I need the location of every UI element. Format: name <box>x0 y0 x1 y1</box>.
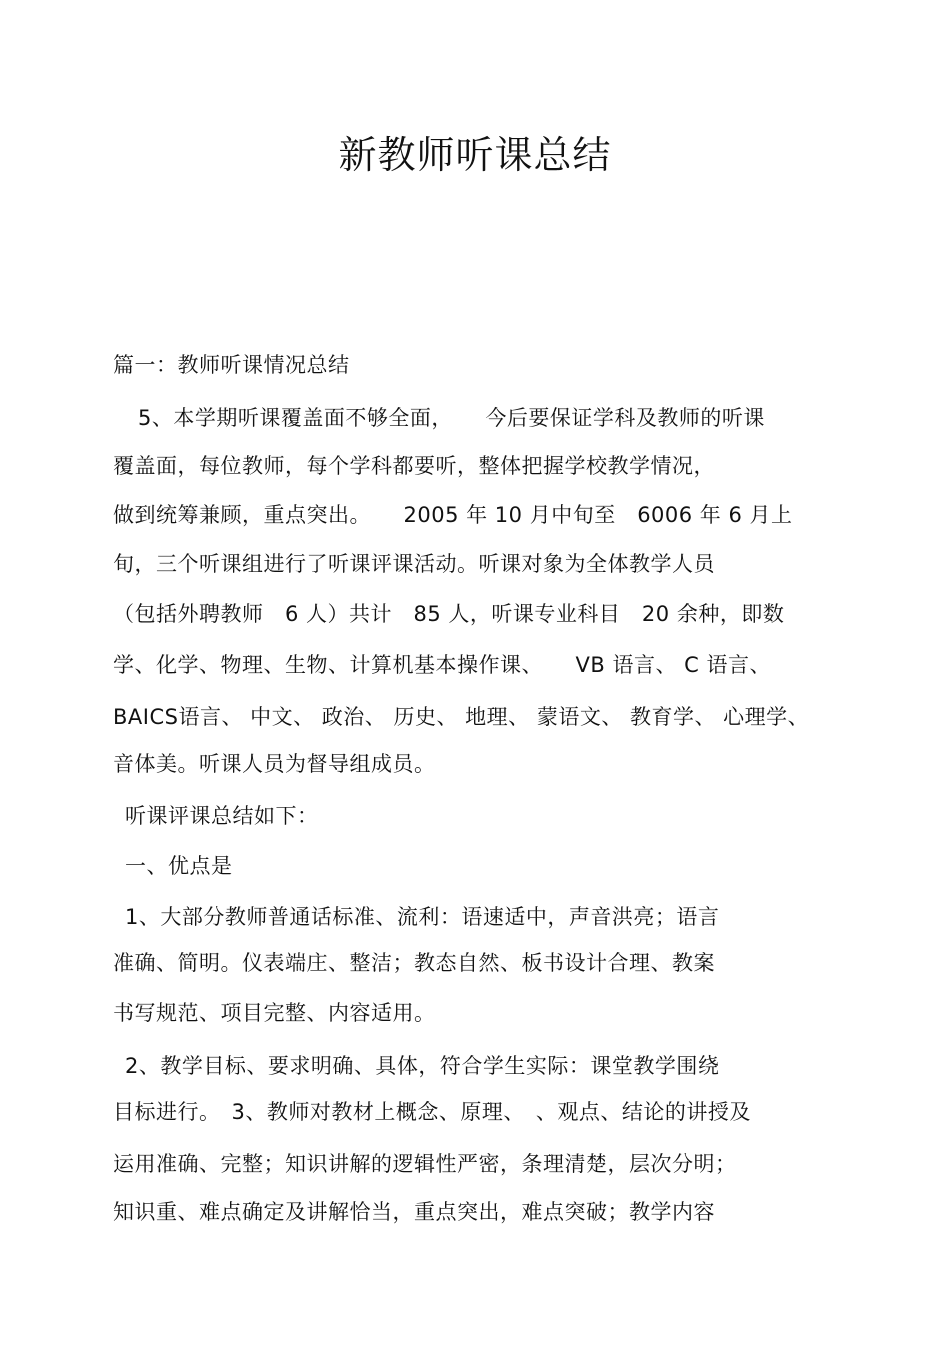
paragraph-line: 一、优点是 <box>125 854 233 878</box>
paragraph-line: 运用准确、完整；知识讲解的逻辑性严密，条理清楚，层次分明； <box>113 1152 737 1176</box>
paragraph-line: 音体美。听课人员为督导组成员。 <box>113 752 436 776</box>
paragraph-line: 听课评课总结如下： <box>125 804 319 828</box>
paragraph-line: 目标进行。 3、教师对教材上概念、原理、 、观点、结论的讲授及 <box>113 1100 751 1124</box>
paragraph-line: 2、教学目标、要求明确、具体，符合学生实际：课堂教学围绕 <box>125 1054 720 1078</box>
paragraph-line: 准确、简明。仪表端庄、整洁；教态自然、板书设计合理、教案 <box>113 951 715 975</box>
paragraph-line: 书写规范、项目完整、内容适用。 <box>113 1001 436 1025</box>
paragraph-line: （包括外聘教师 6 人）共计 85 人，听课专业科目 20 余种，即数 <box>113 602 785 626</box>
paragraph-line: 1、大部分教师普通话标准、流利：语速适中，声音洪亮；语言 <box>125 905 720 929</box>
paragraph-line: 做到统筹兼顾，重点突出。 2005 年 10 月中旬至 6006 年 6 月上 <box>113 503 793 527</box>
paragraph-line: 学、化学、物理、生物、计算机基本操作课、 VB 语言、 C 语言、 <box>113 653 771 677</box>
paragraph-line: 旬，三个听课组进行了听课评课活动。听课对象为全体教学人员 <box>113 552 715 576</box>
document-title: 新教师听课总结 <box>338 133 612 177</box>
paragraph-line: 5、本学期听课覆盖面不够全面， 今后要保证学科及教师的听课 <box>138 406 765 430</box>
paragraph-line: 知识重、难点确定及讲解恰当，重点突出，难点突破；教学内容 <box>113 1200 715 1224</box>
paragraph-line: BAICS语言、 中文、 政治、 历史、 地理、 蒙语文、 教育学、 心理学、 <box>113 705 810 729</box>
section-heading: 篇一：教师听课情况总结 <box>113 353 350 377</box>
paragraph-line: 覆盖面，每位教师，每个学科都要听，整体把握学校教学情况， <box>113 454 715 478</box>
